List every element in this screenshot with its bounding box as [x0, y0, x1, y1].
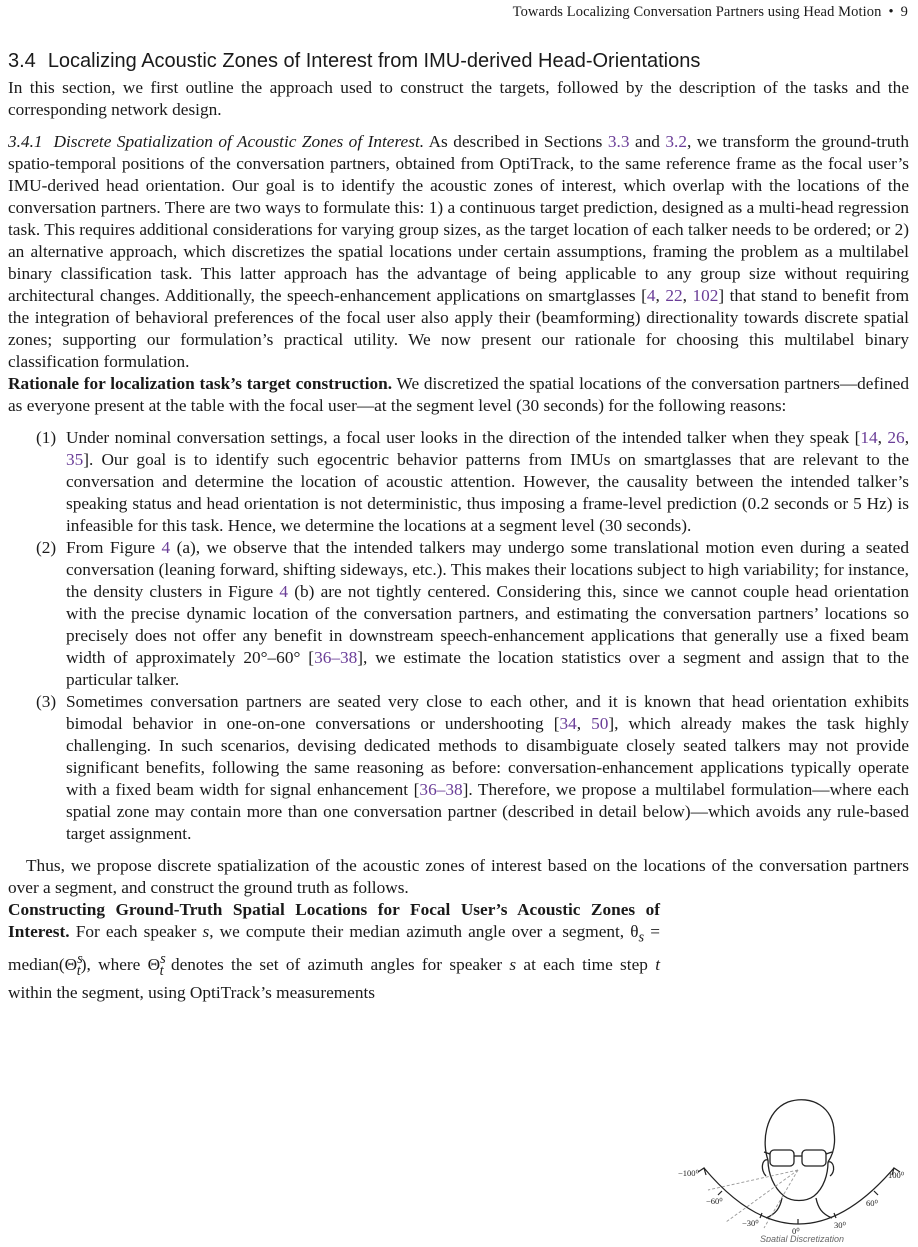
label-pos30: 30⁰: [834, 1220, 846, 1230]
subsection-number: 3.4.1: [8, 132, 43, 151]
text-span: , we compute their median azimuth angle over a segment, θ: [209, 922, 639, 941]
text-span: within the segment, using OptiTrack’s measurements: [8, 982, 376, 1002]
text-span: ,: [655, 286, 666, 305]
text-span: at each time step: [516, 955, 656, 975]
citation-link[interactable]: 22: [665, 286, 683, 305]
list-marker: (1): [36, 428, 57, 447]
page-number: 9: [900, 4, 908, 20]
intro-paragraph: In this section, we first outline the approach used to construct the targets, followed by the description of the tasks and the corresponding network design.: [8, 78, 909, 119]
math-sup: s: [160, 951, 166, 968]
rationale-paragraph: [8, 373, 909, 417]
figure-ref-link[interactable]: 4: [161, 538, 171, 557]
head-icon: [762, 1100, 834, 1218]
section-ref-link[interactable]: 3.2: [665, 132, 687, 151]
citation-link[interactable]: 36–38: [419, 780, 463, 799]
text-span: ] that stand to benefit from the integration of behavioral preferences of the focal user also apply their (beamforming) directionality towards discrete spatial zones; supporting our formulation’s practical utility. We now present our rationale for choosing this multilabel binary classification formulation.: [8, 286, 910, 371]
text-span: = median(Θ: [8, 922, 660, 975]
citation-link[interactable]: 35: [66, 450, 84, 469]
text-span: ,: [904, 428, 910, 447]
text-span: Sometimes conversation partners are seated very close to each other, and it is known that head orientation exhibits bimodal behavior in one-on-one conversations or undershooting [: [66, 692, 909, 733]
header-bullet: •: [888, 4, 894, 20]
list-marker: (3): [36, 692, 57, 711]
label-pos60: 60⁰: [866, 1198, 878, 1208]
section-heading: [8, 50, 909, 73]
citation-link[interactable]: 34: [559, 714, 577, 733]
text-span: ]. Therefore, we propose a multilabel formulation—where each spatial zone may contain more than one conversation partner (described in detail below)—which avoids any rule-based target assignment.: [66, 780, 909, 843]
figure-caption: Spatial Discretization: [760, 1234, 845, 1242]
thus-paragraph: Thus, we propose discrete spatialization of the acoustic zones of interest based on the locations of the conversation partners over a segment, and construct the ground truth as follows.: [8, 856, 909, 897]
math-sub: t: [159, 962, 164, 979]
text-span: ,: [682, 286, 693, 305]
list-item: [8, 691, 909, 845]
math-var: s: [509, 955, 517, 975]
constructing-paragraph: [8, 899, 660, 1004]
text-span: ), where Θ: [80, 955, 161, 975]
label-zero: 0⁰: [792, 1226, 800, 1236]
figure-svg: [676, 1084, 912, 1242]
citation-link[interactable]: 50: [591, 714, 609, 733]
math-var: t: [655, 955, 660, 975]
text-span: (b) are not tightly centered. Considering this, since we cannot couple head orientation with the precise dynamic location of the conversation partners, and estimating the conversation partners’ locations so precisely does not offer any benefit in downstream speech-enhancement applications that generally use a fixed beam width of approximately 20°–60° [: [66, 582, 910, 667]
math-sub: t: [76, 962, 81, 979]
azimuth-arc: [698, 1168, 900, 1224]
list-marker: (2): [36, 538, 57, 557]
text-span: From Figure: [66, 538, 162, 557]
text-span: Under nominal conversation settings, a focal user looks in the direction of the intended talker when they speak [: [66, 428, 861, 447]
text-span: ,: [576, 714, 592, 733]
text-span: , we transform the ground-truth spatio-temporal positions of the conversation partners, obtained from OptiTrack, to the same reference frame as the focal user’s IMU-derived head orientation. Our goal is to identify the acoustic zones of interest, which overlap with the locations of the conversation partners. There are two ways to formulate this: 1) a continuous target prediction, designed as a multi-head regression task. This requires additional considerations for varying group sizes, as the target location of each talker needs to be ordered; or 2) an alternative approach, which discretizes the spatial locations under certain assumptions, framing the problem as a multilabel binary classification task. This latter approach has the advantage of being applicable to any group size without requiring architectural changes. Additionally, the speech-enhancement applications on smartglasses [: [8, 132, 909, 305]
text-span: For each speaker: [69, 922, 203, 941]
text-span: ,: [877, 428, 888, 447]
text-span: As described in Sections: [424, 132, 608, 151]
section-number: 3.4: [8, 50, 36, 72]
subsection-heading: [8, 132, 424, 151]
citation-link[interactable]: 26: [887, 428, 905, 447]
math-var: s: [202, 922, 210, 941]
figure-ref-link[interactable]: 4: [279, 582, 289, 601]
citation-link[interactable]: 36–38: [314, 648, 358, 667]
list-item: [8, 427, 909, 537]
rationale-heading: Rationale for localization task’s target construction.: [8, 374, 393, 393]
text-span: ]. Our goal is to identify such egocentric behavior patterns from IMUs on smartglasses that are relevant to the conversation and determine the location of acoustic attention. However, the causality between the intended talker’s speaking status and head orientation is not deterministic, thus imposing a frame-level prediction (0.2 seconds or 5 Hz) is infeasible for this task. Hence, we determine the locations at a segment level (30 seconds).: [66, 450, 909, 535]
citation-link[interactable]: 102: [692, 286, 719, 305]
label-pos100: 100⁰: [888, 1170, 905, 1180]
math-sup: s: [77, 951, 83, 968]
constructing-heading: Constructing Ground-Truth Spatial Locations for Focal User’s Acoustic Zones of Interest.: [8, 900, 660, 941]
text-span: and: [629, 132, 666, 151]
spatial-discretization-figure: [676, 1084, 912, 1242]
reasons-list: [8, 427, 909, 845]
text-span: ], we estimate the location statistics over a segment and assign that to the particular talker.: [66, 648, 909, 689]
text-span: We discretized the spatial locations of the conversation partners—defined as everyone present at the table with the focal user—at the segment level (30 seconds) for the following reasons:: [8, 374, 909, 415]
section-ref-link[interactable]: 3.3: [607, 132, 630, 151]
label-neg100: −100⁰: [678, 1168, 699, 1178]
text-span: ], which already makes the task highly challenging. In such scenarios, devising dedicated methods to disambiguate closely seated talkers may not provide significant benefits, following the same reasoning as before: conversation-enhancement applications typically operate with a fixed beam width for signal enhancement [: [66, 714, 909, 799]
text-span: (a), we observe that the intended talkers may undergo some translational motion even during a seated conversation (leaning forward, shifting sideways, etc.). This makes their locations subject to high variability; for instance, the density clusters in Figure: [66, 538, 909, 601]
running-title: Towards Localizing Conversation Partners using Head Motion: [512, 4, 882, 20]
body-content: [8, 50, 909, 1004]
running-header: [513, 4, 908, 21]
citation-link[interactable]: 4: [646, 286, 656, 305]
label-neg60: −60⁰: [706, 1196, 723, 1206]
list-item: [8, 537, 909, 691]
section-title: Localizing Acoustic Zones of Interest from IMU-derived Head-Orientations: [47, 50, 701, 72]
citation-link[interactable]: 14: [860, 428, 878, 447]
subsection-title: Discrete Spatialization of Acoustic Zones of Interest.: [53, 132, 425, 151]
math-sub: s: [638, 929, 645, 946]
text-span: denotes the set of azimuth angles for speaker: [163, 955, 510, 975]
subsection-paragraph: [8, 131, 909, 373]
label-neg30: −30⁰: [742, 1218, 759, 1228]
